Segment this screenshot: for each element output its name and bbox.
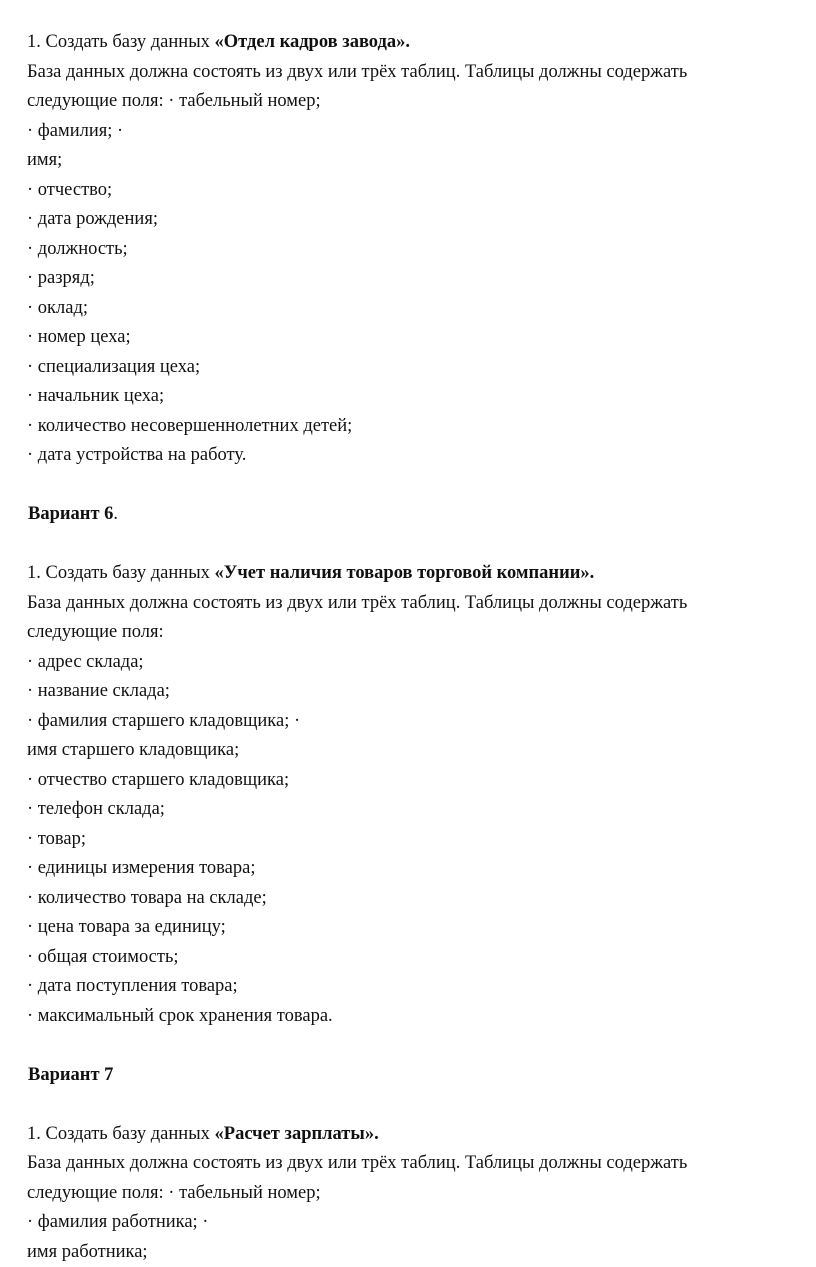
heading-text: Вариант 6: [28, 504, 113, 524]
variant-6-heading: [27, 500, 797, 530]
database-name: «Расчет зарплаты».: [215, 1124, 379, 1144]
field-item: · единицы измерения товара;: [27, 854, 797, 884]
task-prefix: 1. Создать базу данных: [27, 563, 215, 583]
field-item: · дата рождения;: [27, 205, 797, 235]
field-item: · фамилия работника; ·: [27, 1208, 797, 1238]
task-line: [27, 559, 797, 589]
field-item: · специализация цеха;: [27, 353, 797, 383]
field-item: · дата устройства на работу.: [27, 441, 797, 471]
field-item: · адрес склада;: [27, 648, 797, 678]
field-item: · оклад;: [27, 294, 797, 324]
spacer: [27, 1090, 797, 1120]
spacer: [27, 471, 797, 501]
variant-7-heading: Вариант 7: [27, 1061, 797, 1091]
intro-line: следующие поля: · табельный номер;: [27, 87, 797, 117]
field-item: · количество товара на складе;: [27, 884, 797, 914]
intro-line: следующие поля:: [27, 618, 797, 648]
field-item: · отчество старшего кладовщика;: [27, 766, 797, 796]
field-item: · название склада;: [27, 677, 797, 707]
database-name: «Отдел кадров завода».: [215, 32, 411, 52]
field-item: · максимальный срок хранения товара.: [27, 1002, 797, 1032]
task-prefix: 1. Создать базу данных: [27, 1124, 215, 1144]
field-item: · должность;: [27, 235, 797, 265]
intro-line: База данных должна состоять из двух или трёх таблиц. Таблицы должны содержать: [27, 1149, 797, 1179]
field-item: · начальник цеха;: [27, 382, 797, 412]
spacer: [27, 530, 797, 560]
field-item: имя;: [27, 146, 797, 176]
field-item: · дата поступления товара;: [27, 972, 797, 1002]
field-item: · товар;: [27, 825, 797, 855]
heading-suffix: .: [113, 504, 118, 524]
field-item: · разряд;: [27, 264, 797, 294]
field-item: имя старшего кладовщика;: [27, 736, 797, 766]
intro-line: База данных должна состоять из двух или трёх таблиц. Таблицы должны содержать: [27, 589, 797, 619]
field-item: · цена товара за единицу;: [27, 913, 797, 943]
field-item: · общая стоимость;: [27, 943, 797, 973]
field-item: · отчество;: [27, 176, 797, 206]
document-page: [27, 28, 797, 1267]
field-item: · телефон склада;: [27, 795, 797, 825]
field-item: · фамилия; ·: [27, 117, 797, 147]
task-line: [27, 1120, 797, 1150]
field-item: · количество несовершеннолетних детей;: [27, 412, 797, 442]
field-item: · номер цеха;: [27, 323, 797, 353]
task-prefix: 1. Создать базу данных: [27, 32, 215, 52]
spacer: [27, 1031, 797, 1061]
intro-line: следующие поля: · табельный номер;: [27, 1179, 797, 1209]
field-item: · фамилия старшего кладовщика; ·: [27, 707, 797, 737]
field-item: имя работника;: [27, 1238, 797, 1267]
task-line: [27, 28, 797, 58]
database-name: «Учет наличия товаров торговой компании».: [215, 563, 595, 583]
intro-line: База данных должна состоять из двух или трёх таблиц. Таблицы должны содержать: [27, 58, 797, 88]
